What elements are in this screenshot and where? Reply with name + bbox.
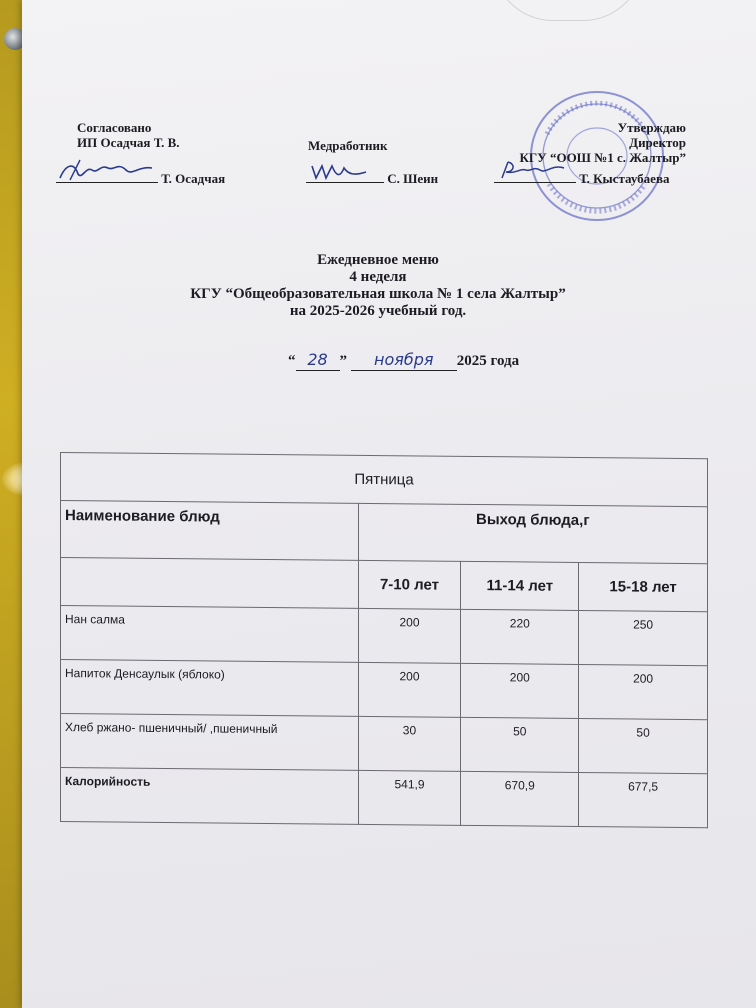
signature-right: [494, 168, 669, 187]
dish-value: 250: [579, 610, 708, 665]
dish-value: 200: [579, 664, 708, 719]
approve-label: Утверждаю: [617, 120, 686, 135]
menu-title: Ежедневное меню: [317, 252, 439, 268]
school-name: КГУ “Общеобразовательная школа № 1 села Жалтыр”: [190, 286, 566, 302]
director-label: Директор: [629, 135, 686, 150]
approval-left: [77, 120, 180, 150]
date-year: 2025 года: [456, 353, 520, 369]
date-month: ноября: [373, 350, 434, 369]
dish-value: 200: [358, 608, 461, 663]
medic-label: Медработник: [308, 138, 388, 153]
calories-value: 670,9: [461, 771, 579, 826]
total-row: [61, 768, 708, 828]
calories-value: 677,5: [579, 772, 708, 827]
signature-shein-icon: [306, 158, 382, 184]
dish-value: 200: [461, 663, 579, 718]
day-header: Пятница: [61, 453, 708, 507]
table-row: [61, 714, 708, 774]
signature-osadchaya-icon: [56, 158, 156, 184]
dish-value: 50: [461, 717, 579, 772]
signature-name-middle: С. Шеин: [387, 171, 439, 186]
signature-kystaubaeva-icon: [494, 158, 576, 184]
dish-name-header: Наименование блюд: [61, 501, 359, 561]
agreed-org: ИП Осадчая Т. В.: [77, 135, 180, 150]
date-open-quote: “: [288, 353, 296, 369]
menu-week: 4 неделя: [349, 269, 407, 285]
dish-name: Хлеб ржано- пшеничный/ ,пшеничный: [61, 714, 359, 771]
dish-value: 30: [358, 716, 461, 771]
date-day: 28: [307, 350, 328, 369]
school-year: на 2025-2026 учебный год.: [289, 303, 467, 319]
dish-name: Напиток Денсаулык (яблоко): [61, 660, 359, 717]
output-header: Выход блюда,г: [358, 503, 707, 563]
sheet-protector-edge: [492, 0, 644, 21]
dish-value: 50: [579, 718, 708, 773]
signature-left: [56, 168, 225, 187]
approve-org: КГУ “ООШ №1 с. Жалтыр”: [519, 150, 686, 165]
calories-label: Калорийность: [61, 768, 359, 825]
menu-table: [60, 452, 708, 828]
signature-middle: [306, 168, 438, 187]
agreed-label: Согласовано: [77, 120, 152, 135]
age-group-15-18: 15-18 лет: [579, 562, 708, 611]
signature-name-right: Т. Кыстаубаева: [579, 171, 670, 186]
age-header-blank: [61, 558, 359, 609]
dish-value: 200: [358, 662, 461, 717]
calories-value: 541,9: [358, 770, 461, 825]
age-group-11-14: 11-14 лет: [461, 561, 579, 610]
age-group-7-10: 7-10 лет: [358, 560, 461, 609]
menu-date: [288, 350, 519, 371]
table-row: [61, 606, 708, 666]
date-close-quote: ”: [339, 353, 347, 369]
table-row: [61, 660, 708, 720]
dish-name: Нан салма: [61, 606, 359, 663]
approval-middle: [308, 138, 388, 153]
signature-name-left: Т. Осадчая: [161, 171, 226, 186]
dish-value: 220: [461, 609, 579, 664]
